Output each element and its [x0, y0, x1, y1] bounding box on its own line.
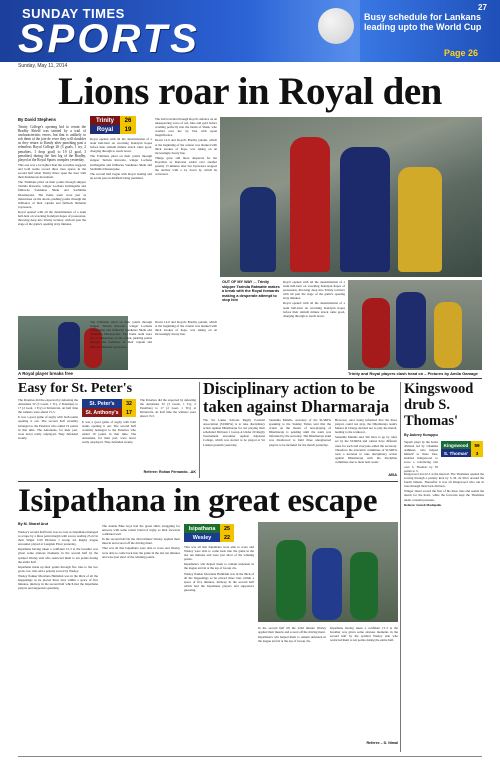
player-figure	[240, 187, 276, 272]
score-team: Isipathana	[184, 524, 220, 533]
player-figure	[58, 322, 80, 368]
photo-trinity-royal-clash	[348, 280, 482, 370]
isipathana-column-5	[330, 626, 398, 738]
kingswood-column	[404, 472, 484, 748]
paragraph: Sanantha Mendis said 'We have to go by rules set by the SLSRFA and cannot have different rules for each and everyone added the secretary. Therefore the executive committee of SLSRFA took a decision to take disciplinary action against Dharmaraja with the discipline committee due to meet next week.'	[335, 435, 397, 464]
discipline-byline: -MSA	[387, 473, 397, 477]
isipathana-byline: By M. Sharaf Arut	[18, 522, 49, 526]
paragraph: The Sri Lanka Schools Rugby Football Association (SLSRFA) is to take disciplinary action against Dharmaraja for not playing their scheduled Division 1 Group A Under 20 Rugby Tournament encounter against Isipatana College, which was slotted to be played at Sri Lankan grounds yesterday.	[203, 418, 265, 447]
player-figure	[434, 302, 462, 368]
paragraph: Kingswood led 22-3 at the interval. The Thomians opened the scoring through a penalty kick by S. M. de Silva around the fourth minute. Thereafter it was all Kingswood who ran in tries through their back division.	[404, 472, 484, 489]
easy-column-2	[82, 420, 136, 464]
main-column-4	[90, 320, 152, 368]
paragraph: In the second half till the 22nd minute Wesley applied their muscle and scored off the driving maul.	[102, 537, 180, 546]
isipathana-scorebox	[184, 524, 234, 542]
player-figure	[290, 137, 330, 272]
paragraph: Down 14-0 and Royal's Bradby pursuit, which at the beginning of the contest was marked with thick strokes of hope, was taking on an increasingly dreary hue.	[155, 138, 217, 155]
main-column-1	[18, 125, 86, 315]
photo-isipathana-wesley	[258, 522, 398, 622]
isipathana-column-4	[258, 626, 326, 746]
masthead	[0, 0, 500, 70]
discipline-headline: Disciplinary action to be taken against Dharmaraja	[203, 379, 390, 416]
inset-caption: OUT OF MY WAY ... Trinity skipper Tarinda Ratwatte makes a break with the Royal forwards making a desperate attempt to stop him	[222, 280, 280, 303]
vertical-divider	[199, 382, 200, 478]
bottom-rule	[18, 756, 482, 757]
score-points: 32	[122, 399, 136, 408]
player-figure	[396, 292, 426, 368]
paragraph: That was all that Isipathana were able to score and Wesley were able to come back into the game in the last ten minutes and were just short of the winning points.	[102, 546, 180, 559]
score-points: 25	[220, 524, 234, 533]
easy-column-3	[140, 398, 196, 468]
date-line: Sunday, May 11, 2014	[18, 63, 68, 69]
paragraph: However, once being informed that the three players could not play, the Dharmaraja team's Master in Charge decided not to play the match, leading to the walkover.	[335, 418, 397, 435]
paragraph: Isipathana's win helped them to remain unbeaten in the league and sit at the top of Group 2A.	[184, 562, 254, 571]
paragraph: The ball travelled through Royal's defence on an unsuspecting wave of red, blue and gold before crashing perfectly into the hands of Sheik, who crashed over the try line with equal magnificence.	[155, 117, 217, 138]
discipline-column-1	[203, 418, 265, 478]
player-figure	[350, 552, 378, 620]
promo-title: Busy schedule for Lankans leading upto the World Cup	[364, 12, 482, 32]
paragraph: Sanantha Mendis, secretary of the SLSRFA speaking to the Sunday Times said that the action on the matter of non-playing of Dharmaraja is pending until the team was informed by the secretary. The Dharmaraja team was disallowed to field three unregistered players to be included for the match yesterday.	[269, 418, 331, 447]
main-headline: Lions roar in Royal den	[58, 70, 442, 113]
paragraph: Wesley flanker Mowlana Hamidun was in the thick of all the happenings as he placed three tries within a space of five minutes, midway in the second half which had the Isipathana players and supporters guessing.	[184, 571, 254, 592]
main-scorebox	[90, 116, 136, 134]
paragraph: Isipathana having taken a confident 15-3 at the breather was given some anxious moments in the second half by the spirited Wesley side who restricted them to ten points during the entire half.	[330, 626, 398, 643]
score-points: 22	[220, 533, 234, 542]
kingswood-column-intro	[404, 440, 438, 473]
masthead-sunday-times: SUNDAY TIMES	[22, 6, 125, 21]
paragraph: Superb plays by the backs division led by Chamika Adhikari, who helped himself to three tries, enabled Kingswood to score a convincing win over S. Thomas' by 59 points to 3.	[404, 440, 438, 473]
score-team: Royal	[90, 125, 120, 134]
caption-left: A Royal player breaks free	[18, 371, 73, 376]
paragraph: Winger Jaleel scored the first of his three tries and sealed the match for the hosts, while the forwards kept the Thomians under constant pressure.	[404, 489, 484, 502]
paragraph: Isipathana having taken a confident 15-3 at the breather was given some anxious moments in the second half by the spirited Wesley side who restricted them to ten points during the entire half.	[18, 547, 98, 564]
easy-byline: Referee: Rohan Fernando. -AK	[143, 470, 196, 474]
paragraph: The double Blue boys had the green shirts struggling for answers with some robust brand of rugby as their forwards combined well.	[102, 524, 180, 537]
player-figure	[398, 167, 442, 272]
score-points: 59	[471, 441, 483, 449]
paragraph: It was a good game of rugby with both teams opening it out. The second half certainly belonged to the Peterites who added 19 points in that time. The Antonians, for their part, were never really outplayed. They defended stoutly.	[18, 415, 78, 440]
paragraph: That was all that Isipathana were able to score and Wesley were able to come back into the game in the last ten minutes and were just short of the winning points.	[184, 545, 254, 562]
main-photo-trinity-skipper	[220, 117, 482, 277]
easy-scorebox	[82, 399, 136, 417]
score-points: 19	[120, 125, 136, 134]
isipathana-column-2	[102, 524, 180, 752]
discipline-column-3	[335, 418, 397, 472]
paragraph: Isipathana's win helped them to remain unbeaten in the league and sit at the top of Group 2A.	[258, 635, 326, 644]
isipathana-column-1	[18, 530, 98, 752]
paragraph: Referee: Suresh Madugalle.	[404, 502, 442, 507]
main-byline: By David Stephens	[18, 117, 56, 122]
main-column-6	[283, 280, 345, 368]
paragraph: Wesley flanker Mowlana Hamidun was in the thick of all the happenings as he placed three tries within a space of five minutes, midway in the second half which had the Isipathana players and supporters guessing.	[18, 573, 98, 591]
score-points: 17	[122, 408, 136, 417]
main-column-3	[155, 117, 217, 279]
score-points: 26	[120, 116, 136, 125]
paragraph: Royal opened with all the determination of a team hell-bent on wrecking Kandyan hopes of possession, throwing deep into Trinity territory with nil past the stage of the game's opening sixty minutes.	[283, 280, 345, 301]
page-number: 27	[478, 3, 487, 12]
player-figure	[312, 548, 342, 620]
discipline-column-2	[269, 418, 331, 478]
paragraph: Isipathana made up their points through five tries to the two goals, two tries and a penalty scored by Wesley.	[18, 564, 98, 573]
paragraph: Wesley's second half burst was too late as Isipathana managed to scrape by a three point margin with scores reading 25-22 in their Singer U20 Division I Group 2A Rugby league encounter played at Longden Place yesterday.	[18, 530, 98, 547]
paragraph: It was a good game of rugby with both teams opening it out. The second half certainly belonged to the Peterites who added 19 points in that time. The Antonians, for their part, were never really outplayed. They defended stoutly.	[82, 420, 136, 445]
paragraph: The Trinitians piled on their points through skipper Tarinda Ratwatte, winger Lochana Girihagama and fullbacks Sandunaa Sheik and Sachintha Dissanayake.	[90, 154, 152, 171]
kingswood-headline: Kingswood drub S. Thomas'	[404, 381, 474, 429]
paragraph: Royal opened with all the determination of a team hell-bent on wrecking Kandyan hopes before their sixtieth minute attack came good, charging through to touch down.	[90, 137, 152, 154]
player-figure	[362, 298, 390, 368]
score-team: Kingswood	[441, 441, 471, 449]
paragraph: The Peterites did the expected by defeating the Antonians 32 (3 Goals, 1 Try, 2 Penalties) to 17 (2 Goal, 1 Try) at Kittenvale. At half time the winners were ahead 15-5.	[140, 398, 196, 419]
kingswood-scorebox	[441, 441, 483, 457]
paragraph: Royal opened with all the determination of a team hell-bent on wrecking Kandyan hopes before their sixtieth minute attack came good, charging through to touch down.	[283, 301, 345, 318]
vertical-divider	[400, 382, 401, 752]
main-column-2	[90, 137, 152, 315]
paragraph: Things grew still more desperate for the Royalists as Ratwatte added over another penalty 13 minutes later but Jayaweera stopped the decline with a try down by which he converted.	[155, 155, 217, 177]
paragraph: This one was a lot tighter than the scoreline suggests and both teams scored three tries apiece in the second half when Trinity threw open the door with their thunderous movement.	[18, 162, 86, 180]
score-team: St. Peter's	[82, 399, 122, 408]
score-team: Trinity	[90, 116, 120, 125]
paragraph: The Peterites did the expected by defeating the Antonians 32 (3 Goals, 1 Try, 2 Penalties) to 17 (2 Goal, 1 Try) at Kittenvale. At half time the winners were ahead 15-5.	[18, 398, 78, 415]
isipathana-referee: Referee – D. Nimal	[366, 741, 398, 745]
paragraph: Royal opened with all the determination of a team hell-bent on wrecking Kandyan hopes of possession, throwing deep into Trinity territory with nil past the stage of the game's opening sixty minutes.	[18, 209, 86, 227]
isipathana-headline: Isipathana in great escape	[18, 483, 378, 519]
kingswood-byline: By Aubrey Kuruppu	[404, 433, 438, 437]
paragraph: In the second half till the 22nd minute Wesley applied their muscle and scored off the driving maul.	[258, 626, 326, 635]
score-team: Wesley	[184, 533, 220, 542]
paragraph: Down 14-0 and Royal's Bradby pursuit, which at the beginning of the contest was marked with thick strokes of hope, was taking on an increasingly dreary hue.	[155, 320, 217, 337]
main-column-5	[155, 320, 217, 368]
player-figure	[276, 540, 306, 620]
player-figure	[340, 147, 390, 272]
easy-headline: Easy for St. Peter's	[18, 381, 133, 396]
paragraph: The Trinitians piled on their points through skipper Tarinda Ratwatte, winger Lochana Girihagama and fullbacks Sandunaa Sheik and Sachintha Dissanayake. The home team were just as industrious on the attack, pushing points through the brilliance of their captain and fullback Nimalan Jayaweera.	[18, 180, 86, 209]
caption-right: Trinity and Royal players clash head on – Pictures by Amila Gamage	[348, 371, 478, 376]
isipathana-column-3	[184, 545, 254, 752]
paragraph: The second half began with Royal leading and an errant pass in midfield being punished.	[90, 171, 152, 180]
paragraph: The Trinitians piled on their points through skipper Tarinda Ratwatte, winger Lochana Girihagama and fullbacks Sandunaa Sheik and Sachintha Dissanayake. The home team were just as industrious on the attack, pushing points through the brilliance of their captain and fullback Nimalan Jayaweera.	[90, 320, 152, 349]
score-points: 3	[471, 449, 483, 457]
promo-page: Page 26	[444, 48, 479, 58]
paragraph: Trinity College's opening bid to retain the Bradby Shield was tainted by a trail of uncharacteristic errors, but that is unlikely to rob them of the joie de vivre they will shoulder as they return to Kandy after punching past a relentless Royal College 26 (3 goals, 1 try, 2 penalties, 1 drop goal) to 19 (2 goal, 3 penalties) during the first leg of the Bradby, played at the Royal Sports complex yesterday.	[18, 125, 86, 162]
score-team: S. Thomas'	[441, 449, 471, 457]
masthead-sports: SPORTS	[18, 17, 200, 61]
score-team: St. Anthony's	[82, 408, 122, 417]
easy-column-1	[18, 398, 78, 470]
promo-image	[250, 0, 360, 62]
